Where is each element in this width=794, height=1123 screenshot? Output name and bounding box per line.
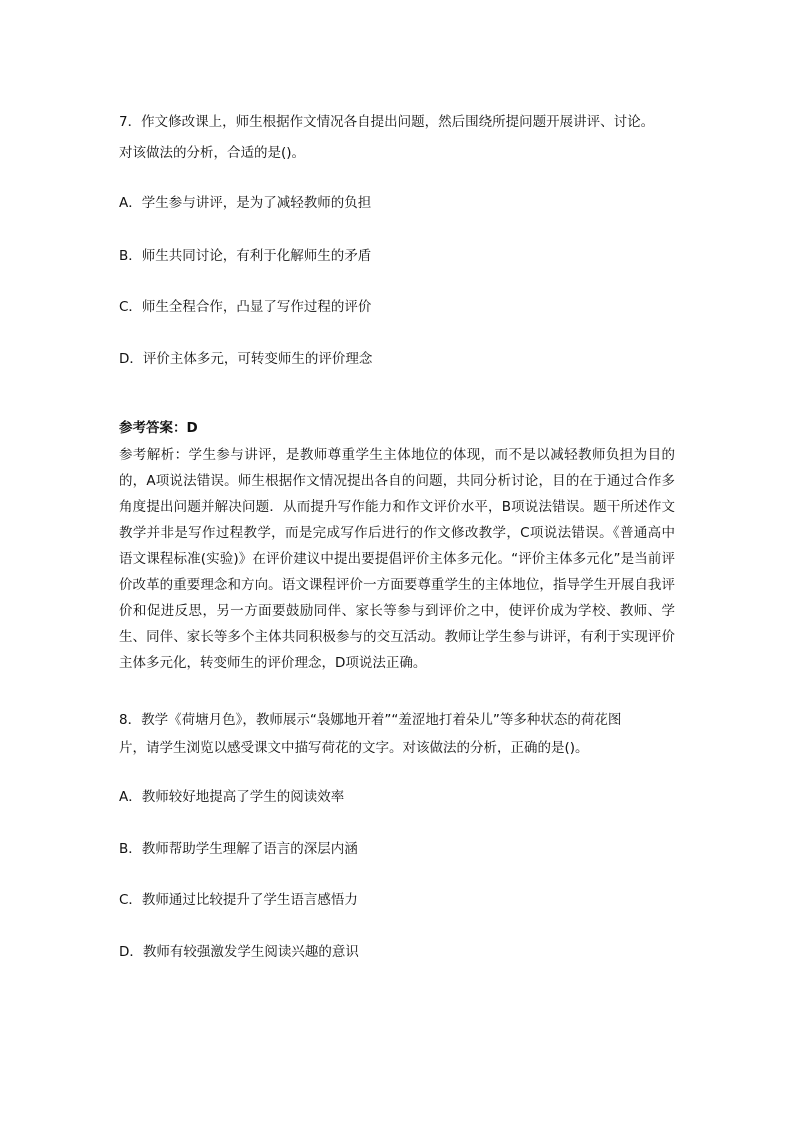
q7-option-d: D．评价主体多元，可转变师生的评价理念 xyxy=(119,351,373,367)
q7-option-c: C．师生全程合作，凸显了写作过程的评价 xyxy=(119,299,372,315)
q8-stem-line2: 片，请学生浏览以感受课文中描写荷花的文字。对该做法的分析，正确的是()。 xyxy=(119,740,589,756)
q7-option-b: B．师生共同讨论，有利于化解师生的矛盾 xyxy=(119,248,372,264)
q8-option-c: C．教师通过比较提升了学生语言感悟力 xyxy=(119,892,358,908)
q7-analysis: 参考解析：学生参与讲评，是教师尊重学生主体地位的体现，而不是以减轻教师负担为目的的，A项说法错误。师生根据作文情况提出各自的问题，共同分析讨论，目的在于通过合作多角度提出问题并解决问题．从而提升写作能力和作文评价水平，B项说法错误。题干所述作文教学并非是写作过程教学，而是完成写作后进行的作文修改教学，C项说法错误。《普通高中语文课程标准(实验)》在评价建议中提出要提倡评价主体多元化。“评价主体多元化”是当前评价改革的重要理念和方向。语文课程评价一方面要尊重学生的主体地位，指导学生开展自我评价和促进反思，另一方面要鼓励同伴、家长等参与到评价之中，使评价成为学校、教师、学生、同伴、家长等多个主体共同积极参与的交互活动。教师让学生参与讲评，有利于实现评价主体多元化，转变师生的评价理念，D项说法正确。 xyxy=(119,447,675,671)
q7-stem-line1: 7．作文修改课上，师生根据作文情况各自提出问题，然后围绕所提问题开展讲评、讨论。 xyxy=(119,114,655,130)
q8-option-a: A．教师较好地提高了学生的阅读效率 xyxy=(119,789,345,805)
q7-stem-line2: 对该做法的分析，合适的是()。 xyxy=(119,145,306,161)
q7-answer: 参考答案：D xyxy=(119,420,198,436)
q8-option-d: D．教师有较强激发学生阅读兴趣的意识 xyxy=(119,944,359,960)
q7-option-a: A．学生参与讲评，是为了减轻教师的负担 xyxy=(119,195,372,211)
q8-stem-line1: 8．教学《荷塘月色》，教师展示“袅娜地开着”“羞涩地打着朵儿”等多种状态的荷花图 xyxy=(119,712,622,728)
q8-option-b: B．教师帮助学生理解了语言的深层内涵 xyxy=(119,841,358,857)
